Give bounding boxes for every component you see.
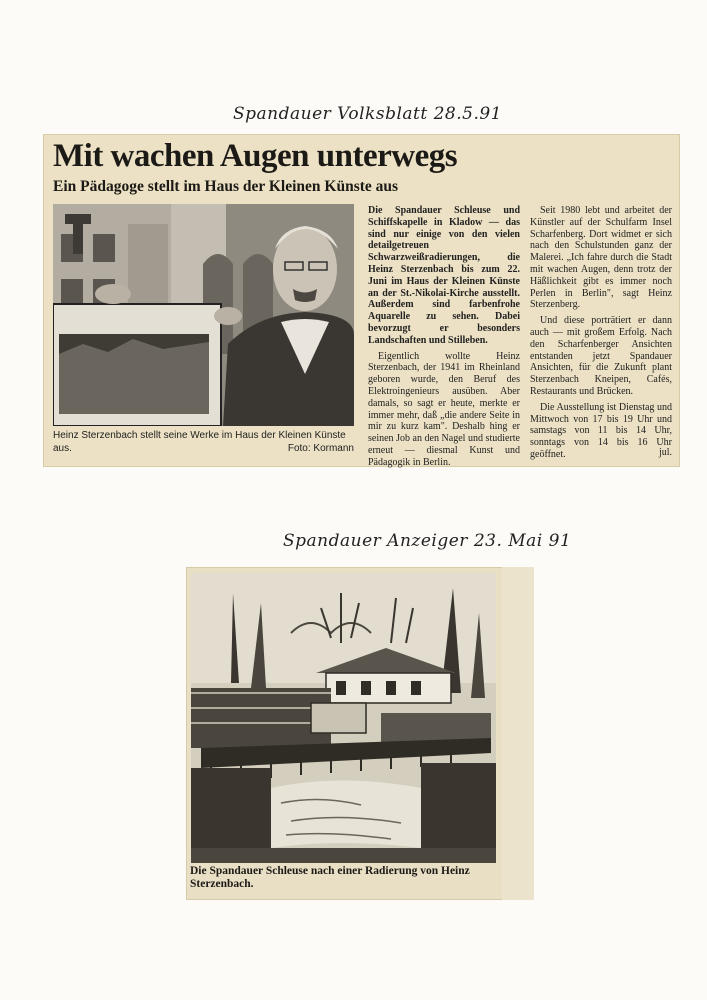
artist-photo-image [53, 204, 354, 426]
article-paragraph: Und diese porträtiert er dann auch — mit großem Erfolg. Nach den Scharfenberger Ansichten entstanden jetzt Spandauer Ansichten, für die Zukunft plant Sterzenbach Kneipen, Cafés, Restaurants und Brücken. [530, 315, 672, 397]
handwritten-source-top: Spandauer Volksblatt 28.5.91 [233, 104, 502, 124]
photo-caption-text: Heinz Sterzenbach stellt seine Werke im Haus der Kleinen Künste aus. [53, 430, 346, 454]
article-paragraph: Seit 1980 lebt und arbeitet der Künstler auf der Schulfarm Insel Scharfenberg. Dort widmet er sich nach den Schulstunden ganz der Malerei. „Ich fahre durch die Stadt mit wachen Augen, denn trotz der Häßlichkeit gibt es immer noch Perlen in Berlin", sagt Heinz Sterzenberg. [530, 205, 672, 311]
artist-photo [53, 204, 354, 426]
article-paragraph: Eigentlich wollte Heinz Sterzenbach, der 1941 im Rheinland geboren wurde, den Beruf des Elektroingenieurs ausüben. Aber damals, so sagt er heute, merkte er immer mehr, daß „die andere Seite in mir zu kurz kam". Deshalb hing er seinen Job an den Nagel und studierte erneut — diesmal Kunst und Pädagogik in Berlin. [368, 350, 520, 468]
etching-caption: Die Spandauer Schleuse nach einer Radierung von Heinz Sterzenbach. [190, 865, 470, 890]
newspaper-clipping-volksblatt [43, 134, 680, 467]
article-column-3 [530, 205, 672, 465]
photo-caption [53, 430, 354, 455]
clipping-margin-strip [502, 567, 534, 900]
article-lead: Die Spandauer Schleuse und Schiffskapelle in Kladow — das sind nur einige von den vielen detailgetreuen Schwarzweißradierungen, die Heinz Sterzenbach bis zum 22. Juni im Haus der Kleinen Künste an der St.-Nikolai-Kirche ausstellt. Außerdem sind farbenfrohe Aquarelle zu sehen. Dabei bevorzugt er besonders Landschaften und Stilleben. [368, 205, 520, 346]
etching-illustration [191, 573, 496, 863]
etching-image [191, 573, 496, 863]
handwritten-source-bottom: Spandauer Anzeiger 23. Mai 91 [283, 531, 572, 551]
article-paragraph: Die Ausstellung ist Dienstag und Mittwoch von 17 bis 19 Uhr und samstags von 11 bis 14 Uhr, sonntags von 14 bis 16 Uhr geöffnet. [530, 401, 672, 460]
author-initials: jul. [658, 447, 672, 458]
newspaper-clipping-anzeiger [186, 567, 534, 900]
article-column-2 [368, 205, 520, 473]
photo-credit: Foto: Kormann [287, 442, 354, 454]
headline: Mit wachen Augen unterwegs [53, 138, 458, 174]
subheadline: Ein Pädagoge stellt im Haus der Kleinen Künste aus [53, 178, 399, 195]
